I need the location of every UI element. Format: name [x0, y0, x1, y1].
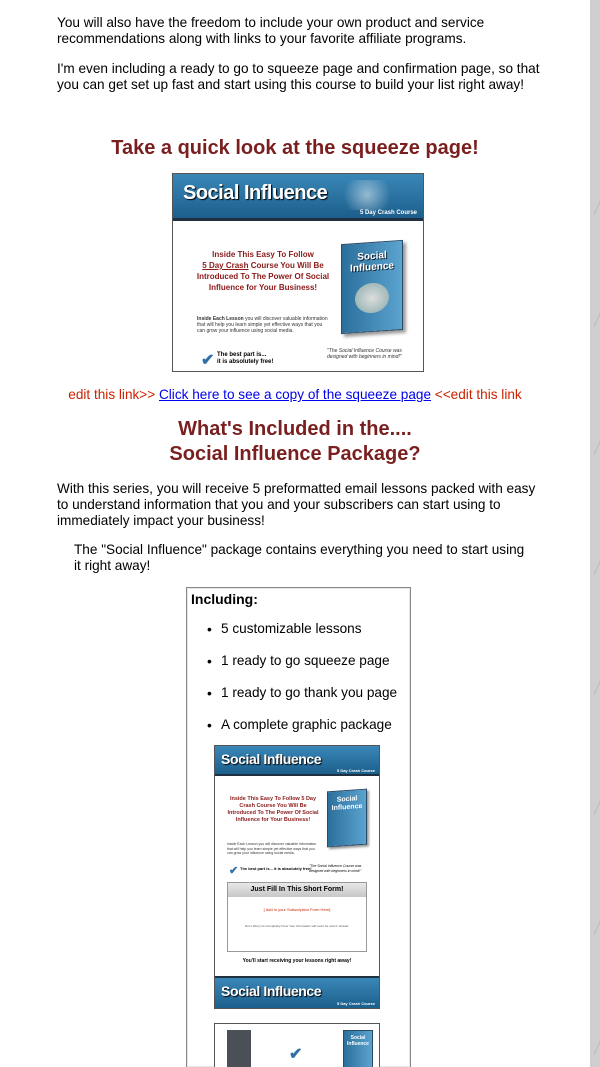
gutter-decoration	[589, 680, 600, 694]
ebook-cover-image	[341, 240, 403, 334]
thumbnail-headline: Inside This Easy To Follow 5 Day Crash Course You Will Be Introduced To The Power Of Social Influence for Your Business!	[227, 796, 319, 823]
preview-banner-title: Social Influence	[183, 182, 328, 204]
thumbnail-ebook-title: Social Influence	[331, 795, 363, 813]
included-heading-line2: Social Influence Package?	[169, 443, 421, 465]
list-item: • 1 ready to go squeeze page	[207, 652, 397, 684]
preview-banner-subtitle: 5 Day Crash Course	[359, 210, 417, 216]
ebook-cover-figure	[355, 282, 389, 314]
included-heading-line1: What's Included in the....	[178, 418, 412, 440]
thumbnail-form-box	[227, 882, 367, 952]
intro-paragraph-1: You will also have the freedom to include your own product and service recommendations along with links to your favorite affiliate programs.	[57, 15, 485, 46]
preview-headline-pre: Inside This Easy To Follow	[212, 250, 314, 259]
banner-decoration	[343, 180, 403, 210]
thank-you-page-thumbnail	[214, 1023, 380, 1067]
list-item: • A complete graphic package	[207, 716, 397, 748]
list-item: • 1 ready to go thank you page	[207, 684, 397, 716]
preview-body-lead: Inside Each Lesson	[197, 316, 244, 322]
thumbnail-footer-title: Social Influence	[221, 983, 322, 999]
gutter-decoration	[589, 440, 600, 454]
edit-note-prefix: edit this link>>	[68, 387, 159, 402]
thumbnail-form-title: Just Fill In This Short Form!	[228, 883, 366, 897]
gutter-decoration	[589, 800, 600, 814]
preview-headline-underlined: 5 Day Crash	[202, 261, 249, 270]
thumbnail-body-text: Inside Each Lesson you will discover valuable information that will help you learn simple yet effective ways that you can grow your influence using social media.	[227, 842, 317, 855]
thumbnail-start-text: You'll start receiving your lessons right away!	[242, 958, 352, 964]
thumbnail-form-placeholder: [ Add in your Subscription Form Here]	[263, 907, 331, 912]
included-paragraph-2: The "Social Influence" package contains everything you need to start using it right away!	[74, 542, 525, 573]
gutter-decoration	[589, 312, 600, 326]
squeeze-heading: Take a quick look at the squeeze page!	[111, 137, 479, 159]
included-box-title: Including:	[191, 591, 258, 607]
thumbnail-footer-subtitle: 5 Day Crash Course	[336, 1001, 375, 1006]
checkmark-icon: ✔	[289, 1046, 303, 1063]
checkmark-icon: ✔	[229, 865, 239, 877]
thumbnail-banner-title: Social Influence	[221, 751, 322, 767]
squeeze-page-thumbnail	[214, 745, 380, 1009]
squeeze-page-link[interactable]: Click here to see a copy of the squeeze page	[158, 387, 432, 402]
thumbnail-footer-banner	[215, 976, 379, 1008]
thumbnail-quote: "The Social Influence Course was designed with beginners in mind!"	[309, 864, 362, 873]
included-paragraph-1: With this series, you will receive 5 preformatted email lessons packed with easy to understand information that you and your subscribers can start using to immediately impact your business!	[57, 481, 536, 528]
preview-best-part-line2: it is absolutely free!	[217, 359, 274, 365]
gutter-decoration	[589, 560, 600, 574]
squeeze-page-preview-image[interactable]	[172, 173, 424, 372]
thank-you-dark-image	[227, 1030, 251, 1067]
preview-best-part	[217, 352, 273, 366]
included-list	[207, 620, 397, 748]
thumbnail-ebook-cover	[327, 789, 367, 848]
included-box	[186, 587, 411, 1067]
preview-body-copy: you will discover valuable information that will help you learn simple yet effective ways that you can grow your influence using social media.	[197, 316, 328, 334]
thank-you-ebook-cover	[343, 1030, 373, 1067]
edit-note-suffix: <<edit this link	[431, 387, 522, 402]
preview-body-text	[197, 316, 331, 334]
gutter-decoration	[589, 1040, 600, 1054]
thank-you-ebook-title: Social Influence	[347, 1035, 369, 1047]
thumbnail-banner	[215, 746, 379, 776]
ebook-cover-title: Social Influence	[350, 249, 394, 275]
gutter-decoration	[589, 200, 600, 214]
thumbnail-best-part: The best part is... it is absolutely free!	[240, 866, 312, 871]
squeeze-link-line	[0, 387, 590, 402]
checkmark-icon: ✔	[201, 352, 215, 369]
preview-quote: "The Social Influence Course was designed with beginners in mind!"	[327, 348, 402, 360]
list-item: • 5 customizable lessons	[207, 620, 397, 652]
preview-headline-post: Course You Will Be Introduced To The Power Of Social Influence for Your Business!	[196, 261, 330, 292]
intro-paragraph-2: I'm even including a ready to go to squeeze page and confirmation page, so that you can get set up fast and start using this course to build your list right away!	[57, 61, 540, 92]
gutter-decoration	[589, 920, 600, 934]
preview-headline	[193, 249, 333, 293]
preview-banner	[173, 174, 423, 221]
thumbnail-banner-subtitle: 5 Day Crash Course	[336, 768, 375, 773]
preview-best-part-line1: The best part is...	[217, 352, 267, 358]
thumbnail-form-note: Don't Worry Its Completely Free! Your information will never be sold or shared.	[244, 924, 350, 928]
